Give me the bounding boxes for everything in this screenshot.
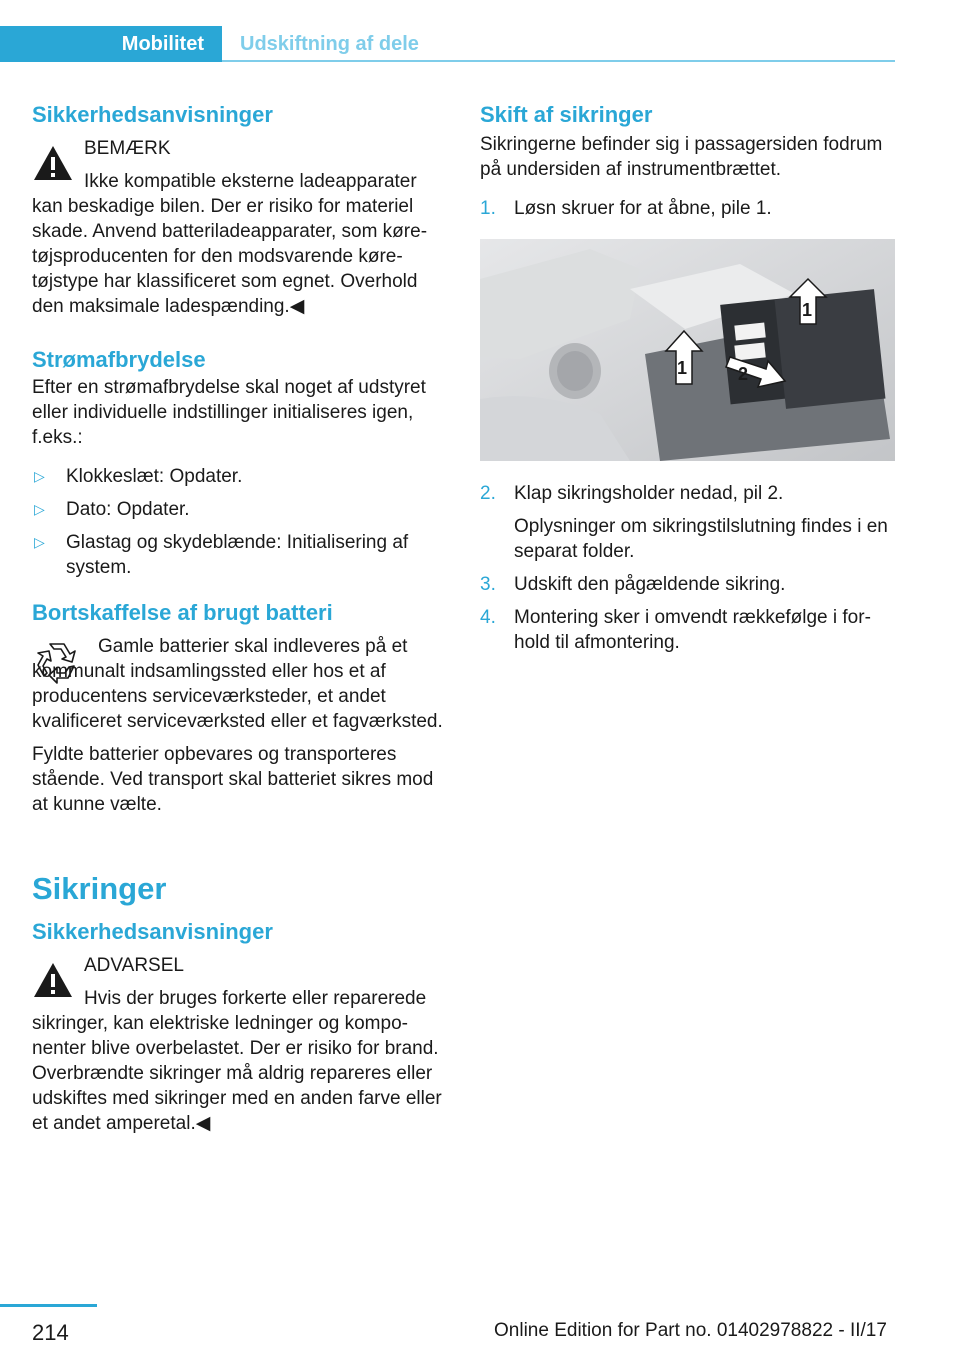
bullet-triangle-icon: ▷ [34, 501, 45, 517]
recycle-icon [32, 636, 82, 686]
fuse-intro: Sikringerne befinder sig i passagersiden fodrum på undersiden af instrumentbrættet. [480, 134, 883, 180]
fuse-box-illustration [480, 239, 895, 461]
steps-list [480, 196, 895, 221]
arrow-1-label-left: 1 [677, 358, 688, 378]
warning-triangle-icon [32, 961, 74, 999]
notice-text: Ikke kompatible eksterne ladeapparater kan beskadige bilen. Der er risiko for materiel skade. Anvend batteriladeapparater, som køretøjsproducenten for den modsvarende køretøjstype har klassificeret som egnet. Overhold den maksimale ladespænding.◀ [32, 171, 428, 317]
footer-rule [0, 1304, 97, 1307]
list-item: ▷ Klokkeslæt: Opdater. [34, 466, 243, 487]
edition-note: Online Edition for Part no. 01402978822 - II/17 [494, 1320, 887, 1341]
list-item: ▷ Dato: Opdater. [34, 499, 190, 520]
list-item: 1. Løsn skruer for at åbne, pile 1. [480, 198, 772, 219]
heading-fuse-change: Skift af sikringer [480, 102, 653, 127]
warning-text: Hvis der bruges forkerte eller reparerede sikringer, kan elektriske ledninger og komponenter blive overbelastet. Der er risiko for brand. Overbrændte sikringer må aldrig repareres eller udskiftes med sikringer med en anden farve eller et andet amperetal.◀ [32, 988, 442, 1134]
steps-list-continued [480, 481, 895, 655]
bullet-triangle-icon: ▷ [34, 468, 45, 484]
list-item: 4. Montering sker i omvendt rækkefølge i forhold til afmontering. [480, 607, 871, 653]
arrow-2-label: 2 [738, 364, 749, 384]
page-number: 214 [32, 1320, 69, 1345]
notice-block [32, 136, 450, 319]
page-header [0, 26, 960, 62]
step-note: Oplysninger om sikringstilslutning findes i en separat folder. [514, 516, 888, 562]
arrow-1-label-right: 1 [802, 300, 813, 320]
notice-label: BEMÆRK [84, 138, 171, 159]
heading-fuse-safety: Sikkerhedsanvisninger [32, 919, 273, 944]
power-list [32, 464, 450, 580]
header-rule [222, 60, 895, 62]
disposal-block [32, 634, 450, 734]
list-item: 2. Klap sikringsholder nedad, pil 2. Oplysninger om sikringstilslutning findes i en separat folder. [480, 481, 895, 564]
warning-label: ADVARSEL [84, 955, 184, 976]
heading-power-outage: Strømafbrydelse [32, 347, 206, 372]
bullet-triangle-icon: ▷ [34, 534, 45, 550]
heading-disposal: Bortskaffelse af brugt batteri [32, 600, 333, 625]
heading-safety: Sikkerhedsanvisninger [32, 102, 273, 127]
heading-fuses: Sikringer [32, 871, 167, 906]
section-tab: Mobilitet [0, 26, 222, 62]
disposal-text-1: Gamle batterier skal indleveres på et kommunalt indsamlingssted eller hos et af producentens serviceværksteder, et andet kvalificeret serviceværksted eller et fagværksted. [32, 636, 443, 732]
warning-block [32, 953, 450, 1136]
power-text: Efter en strømafbrydelse skal noget af udstyret eller individuelle indstillinger initialiseres igen, f.eks.: [32, 377, 426, 448]
list-item: 3. Udskift den pågældende sikring. [480, 574, 786, 595]
subsection-tab: Udskiftning af dele [240, 32, 419, 55]
disposal-text-2: Fyldte batterier opbevares og transporteres stående. Ved transport skal batteriet sikres mod at kunne vælte. [32, 744, 434, 815]
warning-triangle-icon [32, 144, 74, 182]
right-column [480, 100, 895, 663]
left-column [32, 100, 450, 1136]
list-item: ▷ Glastag og skydeblænde: Initialisering af system. [34, 532, 409, 578]
fuse-box-photo [480, 239, 895, 461]
